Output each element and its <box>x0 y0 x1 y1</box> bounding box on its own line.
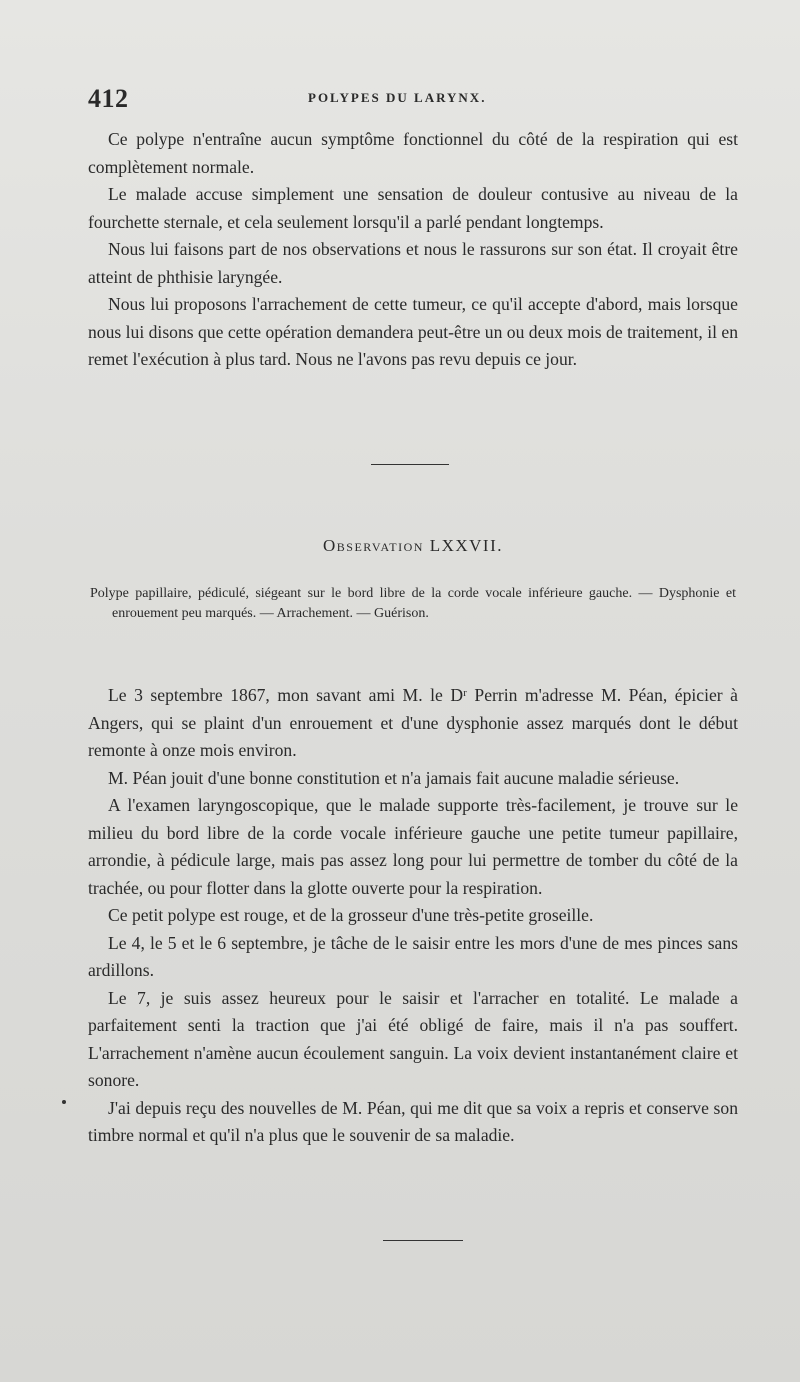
page-number: 412 <box>88 84 129 113</box>
running-title: POLYPES DU LARYNX. <box>308 90 487 105</box>
ink-speck <box>62 1100 66 1104</box>
paragraph: Ce petit polype est rouge, et de la grosseur d'une très-petite groseille. <box>108 905 594 925</box>
paragraph: Le malade accuse simplement une sensation de douleur contusive au niveau de la fourchette sternale, et cela seulement lorsqu'il a parlé pendant longtemps. <box>88 184 738 232</box>
page-header <box>88 82 748 112</box>
paragraph: Le 7, je suis assez heureux pour le saisir et l'arracher en totalité. Le malade a parfaitement senti la traction que j'ai été obligé de faire, mais il n'a pas souffert. L'arrachement n'amène aucun écoulement sanguin. La voix devient instantanément claire et sonore. <box>88 987 738 1090</box>
paragraph: Le 3 septembre 1867, mon savant ami M. le Dʳ Perrin m'adresse M. Péan, épicier à Angers, qui se plaint d'un enrouement et d'une dysphonie assez marqués dont le début remonte à onze mois environ. <box>88 685 738 760</box>
paragraph: A l'examen laryngoscopique, que le malade supporte très-facilement, je trouve sur le milieu du bord libre de la corde vocale inférieure gauche une petite tumeur papillaire, arrondie, à pédicule large, mais pas assez long pour lui permettre de tomber du côté de la trachée, ou pour flotter dans la glotte ouverte pour la respiration. <box>88 795 738 898</box>
paragraph: Nous lui faisons part de nos observations et nous le rassurons sur son état. Il croyait être atteint de phthisie laryngée. <box>88 239 738 287</box>
summary-text: Polype papillaire, pédiculé, siégeant sur le bord libre de la corde vocale inférieure gauche. — Dysphonie et enrouement peu marqués. — Arrachement. — Guérison. <box>90 586 736 621</box>
paragraph: Ce polype n'entraîne aucun symptôme fonctionnel du côté de la respiration qui est complètement normale. <box>88 129 738 177</box>
paragraph: Nous lui proposons l'arrachement de cette tumeur, ce qu'il accepte d'abord, mais lorsque nous lui disons que cette opération demandera peut-être un ou deux mois de traitement, il en remet l'exécution à plus tard. Nous ne l'avons pas revu depuis ce jour. <box>88 294 738 369</box>
paragraph: M. Péan jouit d'une bonne constitution et n'a jamais fait aucune maladie sérieuse. <box>108 767 680 788</box>
paragraph: Le 4, le 5 et le 6 septembre, je tâche de le saisir entre les mors d'une de mes pinces sans ardillons. <box>88 932 738 980</box>
end-divider <box>383 1240 463 1241</box>
observation-summary <box>90 584 736 624</box>
section-divider <box>371 464 449 465</box>
top-text-block <box>88 126 738 374</box>
observation-text-block <box>88 682 738 1150</box>
paragraph: J'ai depuis reçu des nouvelles de M. Péan, qui me dit que sa voix a repris et conserve son timbre normal et qu'il n'a plus que le souvenir de sa maladie. <box>88 1097 738 1145</box>
observation-heading: Observation LXXVII. <box>323 536 503 555</box>
